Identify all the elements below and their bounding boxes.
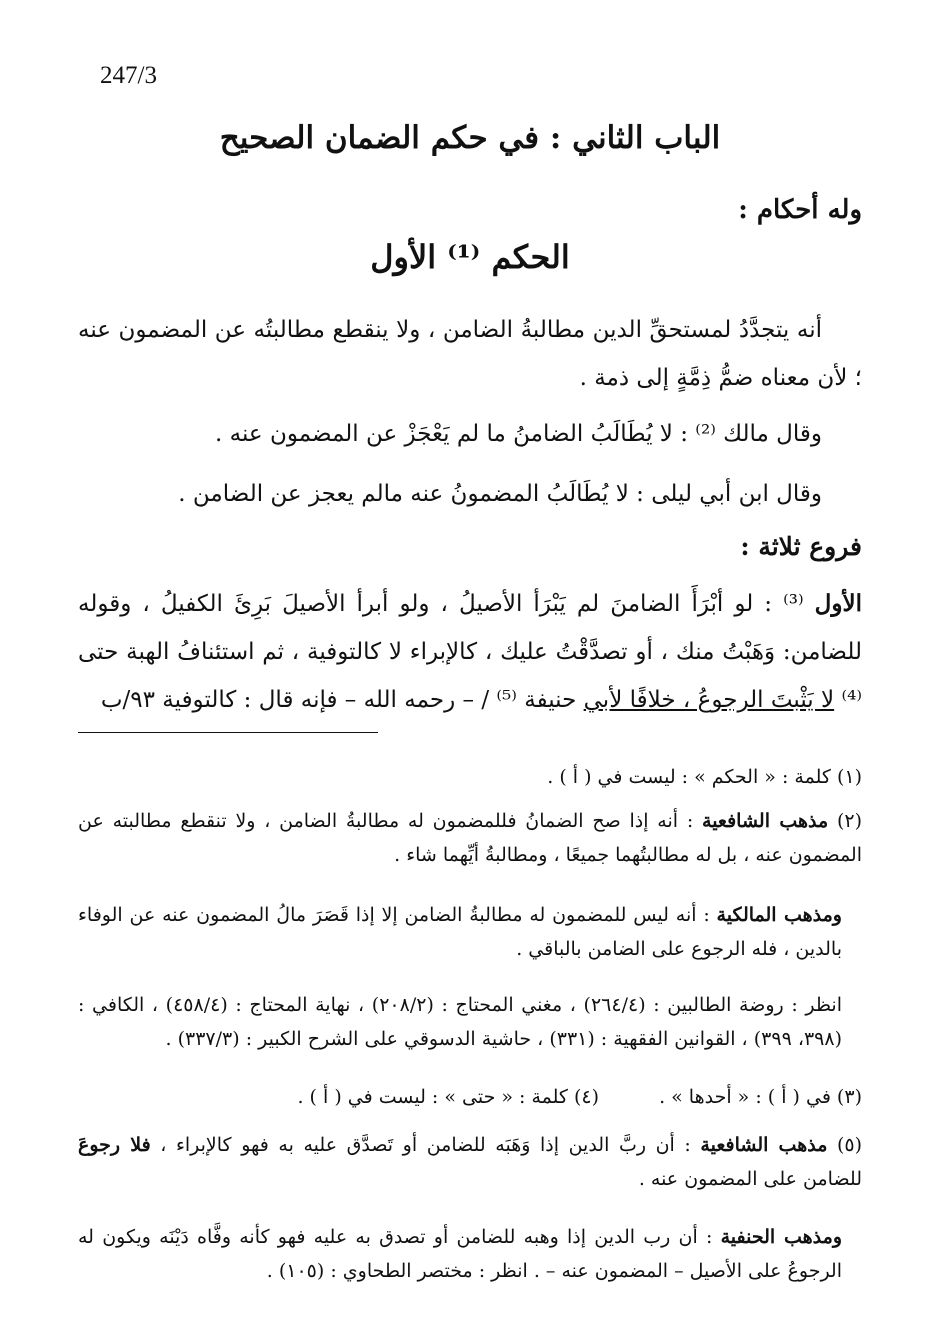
footnote-2-maliki	[78, 898, 862, 966]
paragraph-1: أنه يتجدَّدُ لمستحقِّ الدين مطالبةُ الضامن ، ولا ينقطع مطالبتُه عن المضمون عنه ؛ لأن معناه ضمُّ ذِمَّةٍ إلى ذمة .	[78, 317, 862, 391]
footnote-3-lead: ومذهب المالكية	[716, 904, 842, 926]
footnote-3-text: : أنه ليس للمضمون له مطالبةُ الضامن إلا إذا قَصَرَ مالُ المضمون عنه عن الوفاء بالدين ، فله الرجوع على الضامن بالباقي .	[78, 904, 842, 960]
footnote-7-text: : أن رب الدين إذا وهبه للضامن أو تصدق به عليه فهو كأنه وفَّاه دَيْنَه ويكون له الرجوعُ على الأصيل – المضمون عنه – . انظر : مختصر الطحاوي : (١٠٥) .	[78, 1226, 842, 1282]
footnote-7-lead: ومذهب الحنفية	[720, 1226, 843, 1248]
footnote-2-text: : أنه إذا صح الضمانُ فللمضمون له مطالبةُ الضامن ، ولا تنقطع مطالبته عن المضمون عنه ، بل له مطالبتُهما جميعًا ، ومطالبةُ أيِّهما شاء .	[78, 810, 862, 866]
footnote-2-references: انظر : روضة الطالبين : (٢٦٤/٤) ، مغني المحتاج : (٢٠٨/٢) ، نهاية المحتاج : (٤٥٨/٤) ، الكافي : (٣٩٨، ٣٩٩) ، القوانين الفقهية : (٣٣١) ، حاشية الدسوقي على الشرح الكبير : (٣٣٧/٣) .	[78, 994, 842, 1050]
footnote-5-text: : أن ربَّ الدين إذا وَهَبَه للضامن أو تَصدَّق عليه به فهو كالإبراء ،	[150, 1134, 701, 1156]
footnote-2-lead: مذهب الشافعية	[702, 810, 829, 832]
paragraph-4-lead: الأول	[814, 590, 862, 617]
chapter-title: الباب الثاني : في حكم الضمان الصحيح	[219, 120, 721, 156]
paragraph-4-text-b: حنيفة ⁽⁵⁾ / – رحمه الله – فإنه قال : كالتوفية ٩٣/ب	[100, 687, 584, 713]
intro-line: وله أحكام :	[738, 195, 862, 225]
footnote-2-number: (٢)	[828, 810, 862, 832]
page-reference: 247/3	[100, 62, 157, 89]
footnote-5-bold: فلا رجوعَ	[78, 1134, 151, 1156]
footnote-separator	[78, 732, 378, 733]
paragraph-4	[78, 580, 862, 724]
footnote-5-lead: مذهب الشافعية	[700, 1134, 828, 1156]
subsection-title: فروع ثلاثة :	[740, 532, 862, 561]
paragraph-2: وقال مالك ⁽²⁾ : لا يُطَالَبُ الضامنُ ما لم يَعْجَزْ عن المضمون عنه .	[215, 421, 822, 447]
section-title: الحكم ⁽¹⁾ الأول	[370, 238, 570, 276]
footnote-2	[78, 804, 862, 872]
footnote-1: (١) كلمة : « الحكم » : ليست في ( أ ) .	[547, 766, 862, 788]
footnote-5-hanafi	[78, 1220, 862, 1288]
footnote-3: (٣) في ( أ ) : « أحدها » .	[659, 1086, 862, 1108]
paragraph-3: وقال ابن أبي ليلى : لا يُطَالَبُ المضمونُ عنه مالم يعجز عن الضامن .	[178, 481, 822, 507]
footnote-5-tail: للضامن على المضمون عنه .	[638, 1168, 862, 1190]
footnotes-3-4	[78, 1080, 862, 1114]
paragraph-4-underlined: لا يَثْبتَ الرجوعُ ، خلافًا لأبي	[583, 687, 835, 713]
footnote-5	[78, 1128, 862, 1196]
footnote-4: (٤) كلمة : « حتى » : ليست في ( أ ) .	[297, 1086, 600, 1108]
footnote-5-number: (٥)	[827, 1134, 863, 1156]
paragraph-4-text-a: ⁽³⁾ : لو أبْرَأَ الضامنَ لم يَبْرَأ الأصيلُ ، ولو أبرأ الأصيلَ بَرِئَ الكفيلُ ، وقوله للضامن: وَهَبْتُ منك ، أو تصدَّقْتُ عليك ، كالإبراء لا كالتوفية ، ثم استئنافُ الهبة حتى ⁽⁴⁾	[78, 591, 862, 713]
